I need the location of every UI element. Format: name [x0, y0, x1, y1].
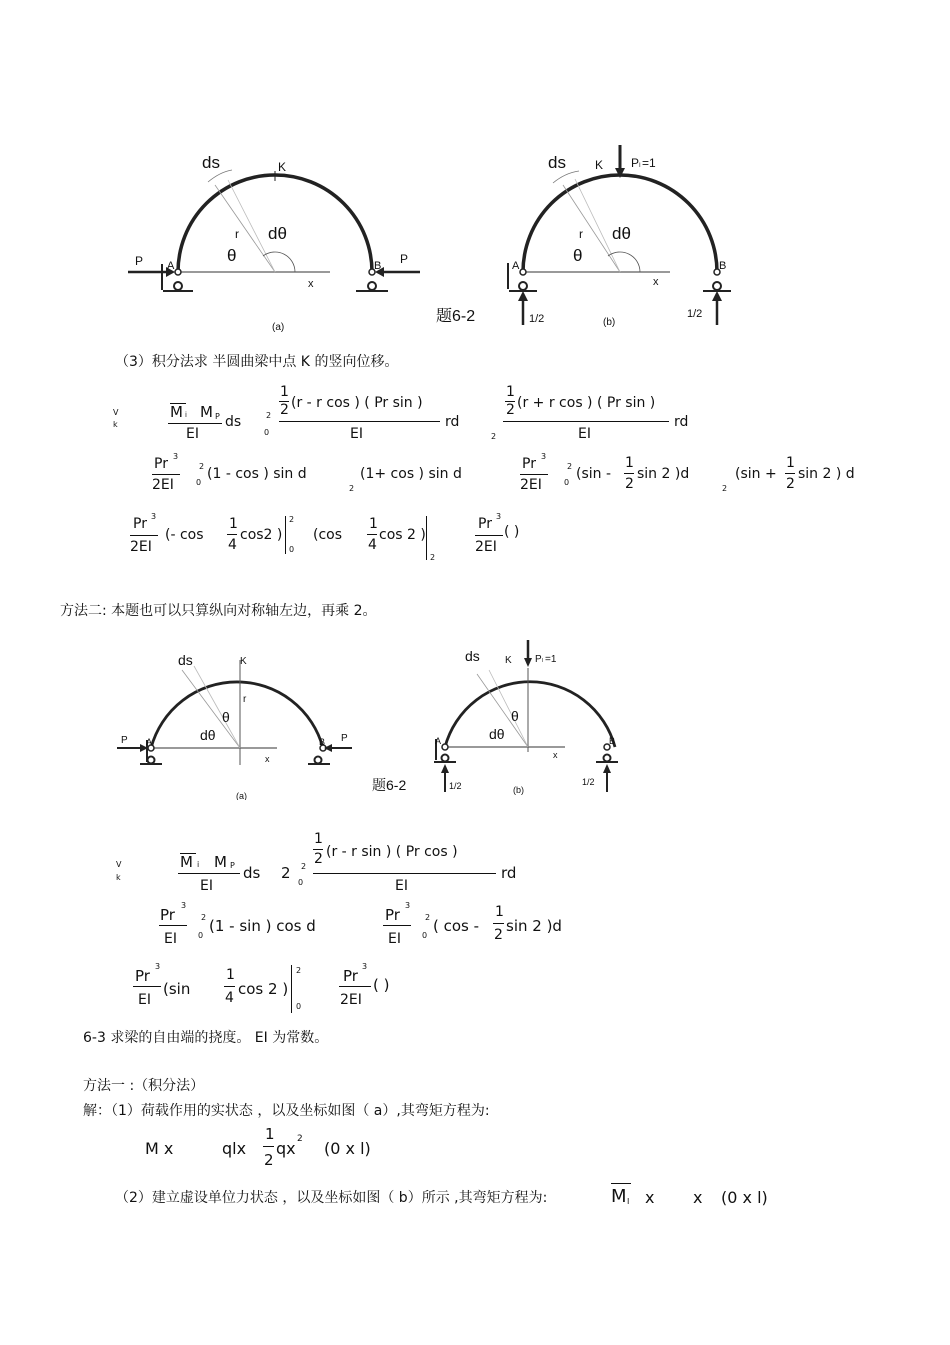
equation-term: sin 2 ) d — [798, 466, 855, 482]
problem-6-3: 6-3 求梁的自由端的挠度。 EI 为常数。 — [83, 1030, 329, 1046]
equation-term: 2 — [349, 484, 355, 493]
fraction-bar — [313, 873, 496, 874]
diagram-label: B — [609, 736, 616, 746]
diagram-label: =1 — [642, 156, 656, 170]
diagram-stroke — [713, 282, 721, 290]
fraction-bar — [227, 534, 237, 535]
equation-term: 1 — [229, 516, 238, 532]
diagram-label: (b) — [603, 317, 616, 328]
fraction-bar — [313, 849, 323, 850]
equation-term: (sin - — [576, 466, 612, 482]
equation-term: 2 — [722, 484, 728, 493]
equation-term: Pr — [478, 516, 492, 532]
equation-term: I — [627, 1197, 630, 1206]
method1-text: 方法一 :（积分法） — [83, 1078, 205, 1094]
equation-term: 0 — [198, 931, 204, 940]
equation-term: sin 2 )d — [637, 466, 690, 482]
equation-term: 1 — [314, 831, 323, 847]
equation-term: 0 — [264, 428, 270, 437]
diagram-stroke — [604, 755, 611, 762]
fraction-bar — [520, 474, 548, 475]
equation-term: 2EI — [152, 477, 174, 493]
equation-term: cos 2 ) — [238, 980, 289, 998]
equation-term: 3 — [151, 512, 157, 521]
equation-term: (r - r cos ) ( Pr sin ) — [291, 395, 423, 411]
diagram-stroke — [174, 282, 182, 290]
diagram-stroke — [608, 252, 640, 272]
diagram-stroke — [215, 185, 275, 272]
equation-term: P — [230, 861, 235, 870]
equation-term: ds — [225, 414, 242, 430]
equation-term: 3 — [496, 512, 502, 521]
equation-term: 2 — [567, 462, 573, 471]
fraction-bar — [475, 535, 503, 536]
diagram-label: K — [240, 656, 247, 667]
fraction-bar — [178, 873, 240, 874]
equation-term: M x — [145, 1139, 174, 1158]
diagram-label: B — [374, 260, 382, 272]
diagram-label: 1/2 — [582, 777, 595, 787]
equation-term: Pr — [522, 456, 536, 472]
diagram-label: θ — [573, 246, 583, 265]
fraction-bar — [168, 423, 222, 424]
diagram-label: dθ — [489, 726, 505, 742]
figure-title-1: 题6-2 — [436, 308, 476, 325]
equation-term: 4 — [228, 537, 237, 553]
equation-term: M — [180, 853, 193, 871]
diagram-label: θ — [227, 246, 237, 265]
equation-term: ds — [243, 864, 261, 882]
equation-term: 0 — [196, 478, 202, 487]
figure-1b — [495, 145, 755, 330]
diagram-label: P — [400, 252, 409, 266]
figure-2b — [425, 640, 635, 800]
equation-term: ( cos - — [433, 917, 480, 935]
equation-term: 1 — [226, 967, 235, 983]
equation-term: V — [116, 860, 122, 869]
diagram-label: P — [121, 735, 128, 746]
equation-term: Pr — [343, 967, 358, 985]
diagram-stroke — [520, 269, 526, 275]
fraction-bar — [152, 474, 180, 475]
diagram-label: K — [278, 160, 287, 174]
equation-term: 3 — [181, 901, 187, 910]
equation-term: 2 — [494, 927, 503, 943]
fraction-bar — [503, 421, 669, 422]
diagram-label: I — [542, 658, 544, 664]
step3-text: （3）积分法求 半圆曲梁中点 K 的竖向位移。 — [115, 354, 399, 370]
equation-term: qx — [276, 1139, 296, 1158]
equation-term: 1 — [495, 904, 504, 920]
equation-term: 3 — [541, 452, 547, 461]
equation-term: (1 - cos ) sin d — [207, 466, 307, 482]
equation-term: EI — [186, 426, 199, 442]
diagram-label: P — [535, 654, 542, 665]
fraction-bar — [383, 925, 411, 926]
diagram-label: r — [235, 227, 239, 241]
diagram-stroke — [712, 291, 722, 301]
diagram-stroke — [445, 682, 615, 747]
equation-term: M — [214, 853, 227, 871]
figure-title-2: 题6-2 — [372, 777, 407, 793]
step2-text: （2）建立虚设单位力状态 ，以及坐标如图（ b）所示 ,其弯矩方程为: — [115, 1190, 548, 1206]
diagram-label: B — [319, 737, 326, 747]
equation-term: x — [645, 1188, 655, 1207]
diagram-stroke — [519, 282, 527, 290]
figure-2a — [112, 650, 362, 800]
equation-term: M — [611, 1186, 627, 1207]
equation-term: P — [215, 412, 220, 421]
equation-term: (r - r sin ) ( Pr cos ) — [326, 844, 458, 860]
equation-term: 3 — [173, 452, 179, 461]
equation-term: 3 — [405, 901, 411, 910]
equation-term: 1 — [625, 455, 634, 471]
figure-1a — [120, 140, 440, 340]
diagram-label: dθ — [200, 727, 216, 743]
equation-term: k — [113, 420, 118, 429]
equation-term: EI — [578, 426, 591, 442]
equation-term: rd — [674, 414, 689, 430]
ds-label: ds — [202, 153, 220, 172]
diagram-stroke — [442, 755, 449, 762]
equation-term: 2 — [301, 862, 307, 871]
equation-term: 2 — [199, 462, 205, 471]
equation-term: 1 — [786, 455, 795, 471]
diagram-label: 1/2 — [687, 308, 703, 320]
equation-term: sin 2 )d — [506, 917, 562, 935]
equation-term: 1 — [265, 1125, 275, 1143]
equation-term: 1 — [280, 384, 289, 400]
equation-term: qlx — [222, 1139, 247, 1158]
fraction-bar — [493, 923, 504, 924]
equation-term: Pr — [385, 906, 400, 924]
equation-term: EI — [388, 931, 401, 947]
equation-term: rd — [445, 414, 460, 430]
fraction-bar — [279, 421, 440, 422]
equation-term: 2 — [425, 913, 431, 922]
diagram-label: A — [146, 737, 153, 747]
equation-term: 2 — [281, 864, 291, 882]
equation-term: x — [693, 1188, 703, 1207]
equation-term: 2 — [264, 1151, 274, 1169]
equation-term: 0 — [298, 878, 304, 887]
diagram-label: r — [243, 694, 247, 705]
diagram-label: I — [639, 163, 641, 169]
equation-term: Pr — [133, 516, 147, 532]
equation-term: 2 — [297, 1134, 303, 1144]
diagram-stroke — [175, 269, 181, 275]
diagram-label: B — [719, 260, 727, 272]
equation-term: 0 — [422, 931, 428, 940]
diagram-label: P — [631, 156, 640, 170]
equation-term: 2 — [491, 432, 497, 441]
diagram-label: dθ — [612, 224, 631, 243]
diagram-stroke — [603, 764, 611, 773]
equation-term: 2 — [625, 476, 634, 492]
diagram-label: x — [308, 278, 314, 290]
diagram-label: ds — [465, 648, 480, 664]
diagram-label: K — [505, 655, 512, 666]
diagram-label: θ — [511, 708, 519, 724]
diagram-label: x — [653, 276, 659, 288]
diagram-label: K — [595, 158, 604, 172]
fraction-bar — [263, 1146, 274, 1147]
diagram-stroke — [441, 764, 449, 773]
equation-term: cos 2 ) — [379, 527, 426, 543]
equation-term: 1 — [506, 384, 515, 400]
diagram-label: 1/2 — [449, 781, 462, 791]
equation-term: cos2 ) — [240, 527, 283, 543]
solution1-text: 解：（1）荷载作用的实状态 ，以及坐标如图（ a）,其弯矩方程为: — [83, 1103, 490, 1119]
diagram-label: P — [135, 254, 144, 268]
diagram-label: A — [167, 260, 175, 272]
equation-term: (1 - sin ) cos d — [209, 917, 316, 935]
diagram-stroke — [518, 291, 528, 301]
diagram-label: ds — [178, 652, 193, 668]
equation-term: i — [185, 411, 187, 419]
diagram-stroke — [151, 682, 326, 748]
diagram-label: x — [265, 754, 270, 764]
equation-term: Pr — [154, 456, 168, 472]
diagram-stroke — [553, 171, 579, 183]
equation-term: 2 — [201, 913, 207, 922]
diagram-label: x — [553, 750, 558, 760]
equation-term: Pr — [160, 906, 175, 924]
equation-term: rd — [501, 864, 517, 882]
equation-term: (0 x l) — [721, 1188, 768, 1207]
diagram-label: 1/2 — [529, 313, 545, 325]
equation-term: EI — [350, 426, 363, 442]
diagram-label: A — [512, 260, 520, 272]
equation-term: (sin — [163, 980, 191, 998]
equation-term: 0 — [564, 478, 570, 487]
equation-term: k — [116, 873, 121, 882]
fraction-bar — [159, 925, 187, 926]
equation-term: 2 — [289, 515, 295, 524]
equation-term: EI — [200, 878, 213, 894]
equation-term: (cos — [313, 527, 343, 543]
fraction-bar — [133, 986, 161, 987]
equation-term: ( ) — [504, 524, 520, 540]
caption-a: (a) — [272, 322, 285, 333]
equation-term: 2 — [786, 476, 795, 492]
overline — [611, 1183, 631, 1184]
equation-term: 2 — [280, 402, 289, 418]
diagram-label: ds — [548, 153, 566, 172]
equation-term: M — [170, 403, 183, 421]
evaluation-bar — [426, 516, 427, 560]
diagram-label: =1 — [545, 654, 557, 665]
equation-term: 2 — [430, 553, 436, 562]
equation-term: EI — [138, 992, 151, 1008]
equation-term: 2 — [506, 402, 515, 418]
equation-term: V — [113, 408, 119, 417]
diagram-label: dθ — [268, 224, 287, 243]
diagram-stroke — [315, 757, 322, 764]
equation-term: 2EI — [340, 992, 362, 1008]
equation-term: 2 — [266, 411, 272, 420]
fraction-bar — [624, 473, 634, 474]
equation-term: M — [200, 403, 213, 421]
equation-term: (0 x l) — [324, 1139, 371, 1158]
diagram-label: P — [341, 733, 348, 744]
diagram-stroke — [524, 658, 532, 667]
equation-term: 4 — [225, 990, 234, 1006]
equation-term: i — [197, 860, 200, 869]
diagram-label: r — [579, 227, 583, 241]
equation-term: 2 — [296, 966, 302, 975]
fraction-bar — [224, 986, 235, 987]
equation-term: 3 — [155, 962, 161, 971]
equation-term: (1+ cos ) sin d — [360, 466, 462, 482]
equation-term: 2EI — [475, 539, 497, 555]
equation-term: Pr — [135, 967, 150, 985]
equation-term: 4 — [368, 537, 377, 553]
diagram-stroke — [368, 282, 376, 290]
equation-term: 2 — [314, 851, 323, 867]
fraction-bar — [367, 534, 377, 535]
fraction-bar — [130, 535, 158, 536]
equation-term: 1 — [369, 516, 378, 532]
evaluation-bar — [285, 516, 286, 554]
diagram-label: (a) — [236, 791, 247, 800]
diagram-stroke — [442, 744, 448, 750]
equation-term: (- cos — [165, 527, 204, 543]
equation-term: (sin + — [735, 466, 777, 482]
diagram-label: (b) — [513, 785, 524, 795]
equation-term: 2EI — [130, 539, 152, 555]
diagram-stroke — [148, 757, 155, 764]
diagram-label: A — [435, 736, 442, 746]
method2-text: 方法二: 本题也可以只算纵向对称轴左边，再乘 2。 — [60, 603, 377, 619]
equation-term: ( ) — [373, 976, 390, 994]
equation-term: 2EI — [520, 477, 542, 493]
equation-term: 0 — [289, 545, 295, 554]
equation-term: 0 — [296, 1002, 302, 1011]
equation-term: EI — [395, 878, 408, 894]
diagram-label: θ — [222, 709, 230, 725]
equation-term: (r + r cos ) ( Pr sin ) — [517, 395, 656, 411]
equation-term: 3 — [362, 962, 368, 971]
fraction-bar — [785, 473, 795, 474]
evaluation-bar — [291, 965, 292, 1013]
equation-term: EI — [164, 931, 177, 947]
fraction-bar — [339, 986, 371, 987]
